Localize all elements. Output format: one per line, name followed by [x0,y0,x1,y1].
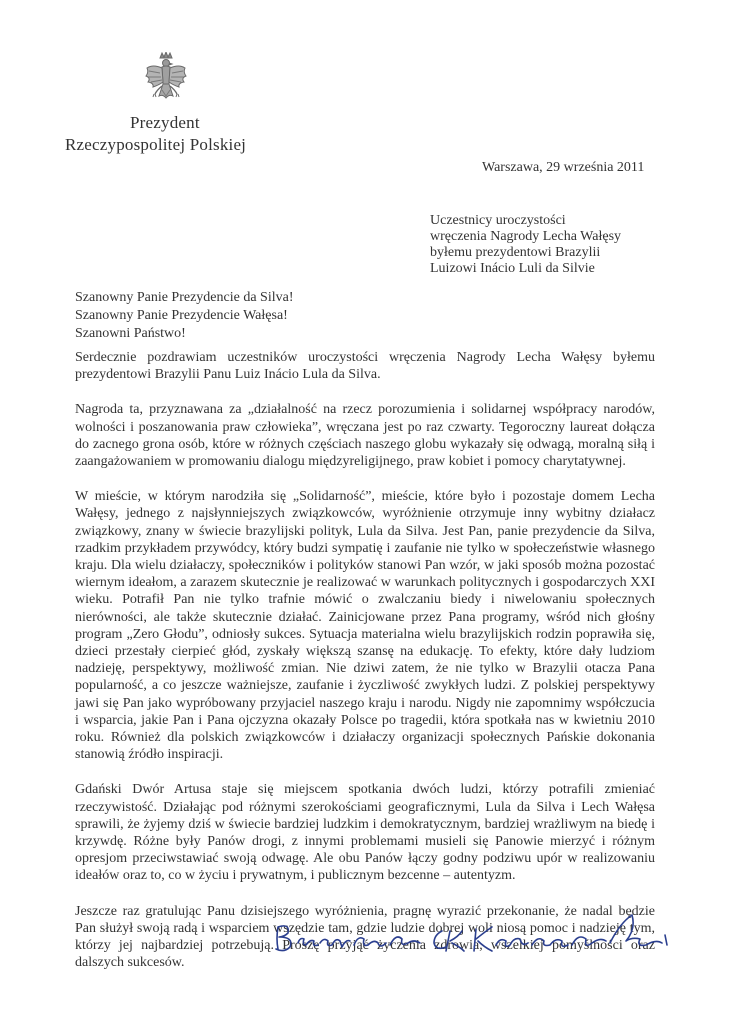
salutation-block [75,289,294,343]
salutation-line: Szanowny Panie Prezydencie da Silva! [75,290,294,305]
recipient-line: Uczestnicy uroczystości [430,213,566,228]
salutation-line: Szanowny Panie Prezydencie Wałęsa! [75,308,288,323]
letterhead [65,52,300,156]
letter-body [75,349,655,990]
recipient-block [430,213,621,277]
salutation-line: Szanowni Państwo! [75,326,186,341]
recipient-line: byłemu prezydentowi Brazylii [430,245,601,260]
body-paragraph: Jeszcze raz gratulując Panu dzisiejszego wyróżnienia, pragnę wyrazić przekonanie, że nadal będzie Pan służył swoją radą i wsparciem wszędzie tam, gdzie ludzie dobrej woli niosą pomoc i nadzieję tym, którzy jej najbardziej potrzebują. Proszę przyjąć życzenia zdrowia, wszelkiej pomyślności oraz dalszych sukcesów. [75,903,655,971]
body-paragraph: W mieście, w którym narodziła się „Solidarność”, mieście, które było i pozostaje domem Lecha Wałęsy, jednego z najsłynniejszych związkowców, wyróżnienie otrzymuje inny wybitny działacz związkowy, znany w świecie brazylijski polityk, Lula da Silva. Jest Pan, panie prezydencie da Silva, rzadkim przykładem przywódcy, który budzi sympatię i zaufanie nie tylko w społeczeństwie własnego kraju. Dla wielu działaczy, społeczników i polityków stanowi Pan wzór, w jaki sposób można pozostać wiernym ideałom, a zarazem skutecznie je realizować w warunkach politycznych i gospodarczych XXI wieku. Potrafił Pan nie tylko trafnie mówić o zwalczaniu biedy i niwelowaniu społecznych nierówności, ale także skutecznie działać. Zainicjowane przez Pana programy, wśród nich głośny program „Zero Głodu”, odniosły sukces. Sytuacja materialna wielu brazylijskich rodzin poprawiła się, dzieci przestały cierpieć głód, zyskały większą szansę na edukację. To efekty, które dały ludziom nadzieję, perspektywy, możliwość zmian. Nie dziwi zatem, że nie tylko w Brazylii otacza Pana popularność, a co jeszcze ważniejsze, zaufanie i życzliwość zwykłych ludzi. Z polskiej perspektywy jawi się Pan jako wypróbowany przyjaciel naszego kraju i narodu. Nigdy nie zapomnimy współczucia i wsparcia, jakie Pan i Pana ojczyzna okazały Polsce po tragedii, która spotkała nas w kwietniu 2010 roku. Również dla polskich związkowców i działaczy organizacji społecznych Pańskie dokonania stanowią źródło inspiracji. [75,489,655,763]
letterhead-subtitle: Rzeczypospolitej Polskiej [65,135,247,154]
body-paragraph: Serdecznie pozdrawiam uczestników uroczystości wręczenia Nagrody Lecha Wałęsy byłemu prezydentowi Brazylii Panu Luiz Inácio Lula da Silva. [75,350,655,383]
letter-date: Warszawa, 29 września 2011 [482,160,645,175]
recipient-line: wręczenia Nagrody Lecha Wałęsy [430,229,622,244]
body-paragraph: Gdański Dwór Artusa staje się miejscem spotkania dwóch ludzi, którzy potrafili zmieniać rzeczywistość. Działając pod różnymi szerokościami geograficznymi, Lula da Silva i Lech Wałęsa sprawili, że żyjemy dziś w świecie bardziej ludzkim i demokratycznym, bardziej wrażliwym na biedę i krzywdę. Różne były Panów drogi, z innymi problemami musieli się Panowie mierzyć i różnym opresjom przeciwstawiać swoją odwagę. Ale obu Panów łączy godny podziwu upór w realizowaniu ideałów oraz to, co w życiu i prywatnym, i publicznym bezcenne – autentyzm. [75,782,655,884]
recipient-line: Luizowi Inácio Luli da Silvie [430,261,595,276]
handwritten-signature-icon [270,905,675,965]
letterhead-title: Prezydent [130,113,200,132]
polish-eagle-icon [145,52,187,106]
body-paragraph: Nagroda ta, przyznawana za „działalność na rzecz porozumienia i solidarnej współpracy narodów, wolności i poszanowania praw człowieka”, wręczana jest po raz czwarty. Tegoroczny laureat dołącza do zacnego grona osób, które w różnych częściach naszego globu wykazały się odwagą, moralną siłą i zaangażowaniem w promowaniu dialogu międzyreligijnego, praw kobiet i pomocy charytatywnej. [75,402,655,470]
